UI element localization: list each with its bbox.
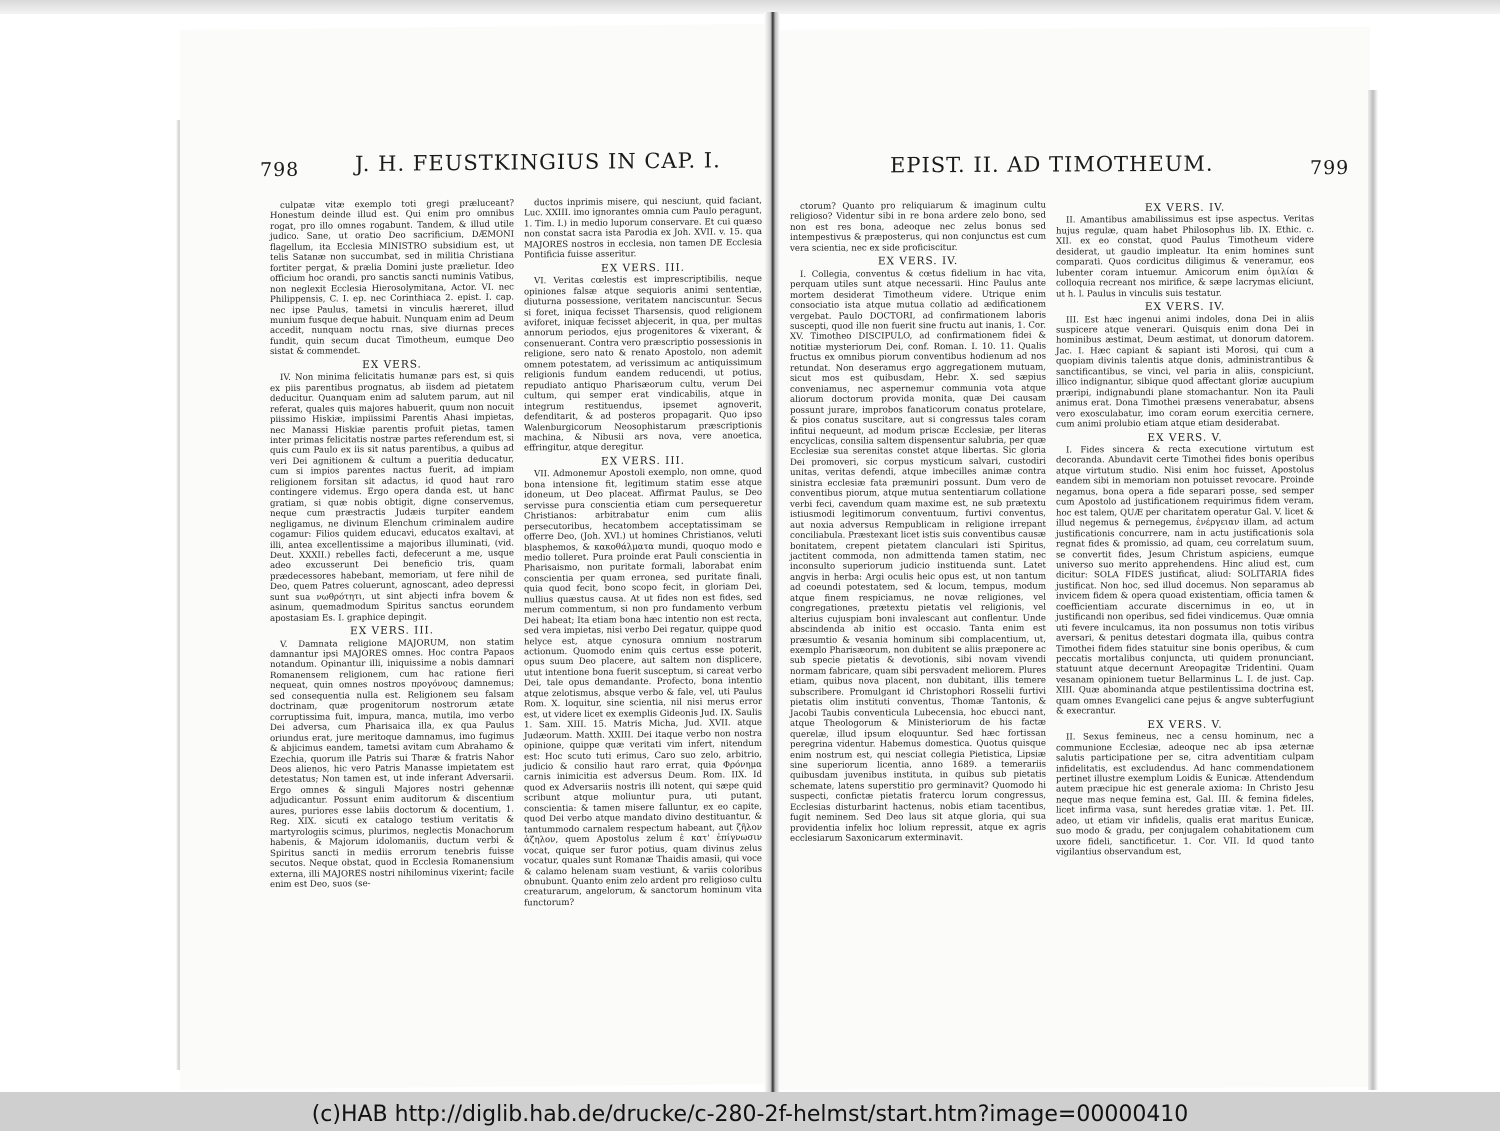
paragraph: III. Est hæc ingenui animi indoles, dona Dei in aliis suspicere atque venerari. Quisquis enim dona Dei in hominibus æstimat, Deum æstimat, ut donorum datorem. Jac. I. Hæc capiant & sapiant isti Morosi, qui cum a quopiam divinis talentis atque donis, administrantibus & sanctificantibus, se vinci, vel paria in aliis, conspiciunt, illico indignantur, sibique quod affectant gloriæ aucupium præripi, indignabundi plane stomachantur. Non ita Pauli animus erat. Dona Timothei præsens venerabatur, absens vero exosculabatur, imo coram eorum exercitia cernere, cum animi prolubio etiam atque etiam desiderabat.: [1056, 313, 1314, 430]
paragraph: VI. Veritas cœlestis est imprescriptibilis, neque opiniones falsæ atque sequioris animi sententiæ, diuturna possessione, veritatem nanciscuntur. Secus si foret, iniqua fecisset Tharsensis, quod religionem aviforet, iniquæ fecisset abjecerit, in qua, per multas annorum periodos, ejus progenitores & vixerant, & consenuerant. Contra vero præscriptio possessionis in religione, sero nato & renato Apostolo, non ademit omnem potestatem, ad verissimum ac antiquissimum religionis fundum eandem reducendi, ut potius, repudiato antiquo Pharisæorum cultu, verum Dei cultum, qui semper erat vindicabilis, atque in integrum restituendus, ipsemet agnoverit, defenditarit, & ad posteros propagarit. Quo ipso Walenburgicorum Neosophistarum præscriptionis machina, & Nibusii ars nova, vere anoetica, effringitur, atque deregitur.: [524, 274, 762, 454]
right-running-head: [890, 147, 1360, 189]
left-running-head: [260, 144, 760, 189]
section-heading: EX VERS. IV.: [1144, 201, 1226, 215]
section-heading: EX VERS. IV.: [877, 255, 959, 268]
copyright-footer: [0, 1092, 1500, 1131]
paragraph: ctorum? Quanto pro reliquiarum & imaginum cultu religioso? Videntur sibi in re bona ardere zelo bono, sed non est res bona, adeoque nec zelus bonus sed intempestivus & præposterus, qui non conjunctus est cum vera scientia, nec ex side proficiscitur.: [790, 200, 1046, 254]
left-page-number: 798: [260, 158, 300, 182]
paragraph: I. Collegia, conventus & cœtus fidelium in hac vita, perquam utiles sunt atque necessarii. Hinc Paulus ante mortem desiderat Timotheum videre. Utrique enim consociatio ista atque mutua collatio ad ædificationem vergebat. Paulo DOCTORI, ad confirmationem laboris suscepti, quod ille non fuerit sine fructu aut inanis, 1. Cor. XV. Timotheo DISCIPULO, ad confirmationem fidei & notitiæ mysteriorum Dei, conf. Roman. I. 10. 11. Qualis fructus ex omnibus piorum conventibus hodienum ad nos retundat. Non deseramus ergo aggregationem mutuam, sicut mos est quibusdam, Hebr. X. sed sæpius conveniamus, nec aspernemur communia vota atque aliorum doctorum provida monita, quæ Dei causam possunt jurare, improbos fanaticorum conatus protelare, & pios conatus suscitare, aut si congressus tales coram infitui nequeunt, ad modum priscæ Ecclesiæ, per literas encyclicas, consilia saltem dispensentur salubria, per quæ Ecclesiæ sua serenitas constet atque libertas. Sic gloria Dei promoveri, sic corpus mysticum salvari, custodiri unitas, veritas defendi, atque imbecilles animæ contra sinistra ecclesiæ fata præmuniri possunt. Dum vero de conventibus piorum, atque mutua sententiarum collatione verbi feci, cavendum quam maxime est, ne sub prætextu istiusmodi legitimorum conventuum, furtivi conventus, aut noxia adversus Rempublicam in religione irrepant conciliabula. Præstexant licet istis suis conventibus causæ bonitatem, crepent pietatem clanculari isti Spiritus, jactitent commoda, non admittenda tamen statim, nec inconsulto superiorum judicio instituenda sunt. Latet angvis in herba: Argi oculis heic opus est, ut non tantum ad coeundi potestatem, sed & locum, tempus, modum atque finem respiciamus, ne novæ religiones, vel congregationes, prætextu pietatis vel religionis, vel alterius cujuspiam boni invalescant aut conflentur. Unde abscindenda ab initio est occasio. Tanta enim est præsumtio & vesania hominum sibi complacentium, ut, exemplo Pharisæorum, non dubitent se aliis præponere ac sub specie pietatis & devotionis, sibi novam vivendi normam fabricare, quam sibi persvadent meliorem. Plures etiam, quibus nova placent, non dubitant, illis temere subscribere. Promulgant id Christophori Rosselii furtivi pietatis olim instituti conventus, Thomæ Tantonis, & Jacobi Taubis conventicula Lubecensia, hoc ebucci nant, atque Theologorum & Ministeriorum de his factæ querelæ, illud ipsum eloquuntur. Sed hæc fortissan peregrina videntur. Habemus domestica. Quotus quisque enim nostrum est, qui nesciat collegia Pietistica, Lipsiæ sine superiorum licentia, anno 1689. a temerariis quibusdam juvenibus instituta, in quibus sub pietatis schemate, latens superstitio pro germinavit? Quomodo hi suspecti, confictæ pietatis fratercu lorum congressus, Ecclesias disturbarint hactenus, nobis etiam tacentibus, fugit neminem. Sed Deo laus sit atque gloria, qui sua providentia infelix hoc lolium repressit, atque ex agris ecclesiarum Saxonicarum exterminavit.: [790, 268, 1046, 845]
paragraph: II. Amantibus amabilissimus est ipse aspectus. Veritas hujus regulæ, quam habet Philosophus lib. IX. Ethic. c. XII. ex eo constat, quod Paulus Timotheum videre desiderat, ut gaudio impleatur. Ita enim homines sunt comparati. Quos cordicitus diligimus & veneramur, eos lubenter coram intuemur. Amicorum enim ὁμιλίαι & colloquia recreant nos mirifice, & sæpe lacrymas eliciunt, ut h. l. Paulus in vinculis suis testatur.: [1056, 214, 1314, 300]
right-page: [770, 27, 1370, 1090]
section-heading: EX VERS. V.: [1147, 718, 1223, 731]
right-column-2: [1056, 199, 1314, 858]
section-heading: EX VERS. III.: [601, 261, 685, 275]
left-column-2: [524, 196, 762, 909]
right-running-title: EPIST. II. AD TIMOTHEUM.: [890, 151, 1214, 178]
left-column-1: [270, 199, 514, 891]
book-gutter: [764, 12, 780, 1092]
right-column-1: [790, 201, 1046, 845]
footer-credit: (c)HAB http://diglib.hab.de/drucke/c-280-2f-helmst/start.htm?image=00000410: [311, 1102, 1189, 1127]
right-page-edge: [1368, 90, 1378, 1090]
paragraph: culpatæ vitæ exemplo toti gregi præluceant? Honestum deinde illud est. Qui enim pro omnibus rogat, pro illo omnes rogabunt. Tandem, & illud utile judico. Sane, ut oratio Deo sacrificium, DÆMONI flagellum, ita Ecclesia MINISTRO subsidium est, ut telis Satanæ non succumbat, sed in militia Christiana fortiter pergat, & prælia Domini juste prælietur. Ideo officium hoc orandi, pro sanctis sancti numinis Vatibus, non neglexit Ecclesia Hierosolymitana, Actor. VI. nec Philippensis, C. I. ep. nec Corinthiaca 2. epist. I. cap. nec ipse Paulus, tametsi in vinculis hæreret, illud munium fusque deque habuit. Nunquam enim ad Deum accedit, nunquam noctu rnas, sive diurnas preces fundit, quin secum ducat Timotheum, eumque Deo sistat & commendet.: [270, 198, 514, 358]
section-heading: EX VERS. III.: [601, 454, 685, 468]
paragraph: I. Fides sincera & recta executione virtutum est decoranda. Abundavit certe Timothei fides bonis operibus atque virtutum studio. Nisi enim hoc fuisset, Apostolus eandem sibi in memoriam non potuisset revocare. Proinde negamus, bona opera a fide separari posse, sed semper cum Apostolo ad justificationem requirimus fidem veram, hoc est talem, QUÆ per charitatem operatur Gal. V. licet & illud negemus & pernegemus, ἐνέργειαν illam, ad actum justificationis concurrere, nam in actu justificationis sola regnat fides & promissio, ad quam, ceu correlatum suum, se convertit fides, Jesum Christum aspiciens, eumque universo suo merito apprehendens. Hinc aliud est, cum dicitur: SOLA FIDES justificat, aliud: SOLITARIA fides justificat. Non hoc, sed illud docemus. Non separamus ab invicem fidem & opera quoad existentiam, officia tamen & coefficientiam accurate discernimus in eo, ut in justificandi non operibus, sed fidei vindicemus. Quæ omnia uti fevere inculcamus, ita non possumus non totis viribus aversari, & penitus detestari dogmata illa, quibus contra Timothei fidem fides statuitur sine bonis operibus, & cum peccatis mortalibus conjuncta, uti quidem pronunciant, statuunt atque decernunt Areopagitæ Tridentini. Quam vesanam opinionem tuetur Bellarminus L. I. de just. Cap. XIII. Quæ abominanda atque pestilentissima doctrina est, quam omnes Evangelici cane pejus & angve subterfugiunt & execrantur.: [1056, 444, 1314, 717]
left-page: [180, 24, 770, 1090]
section-heading: EX VERS.: [362, 358, 422, 371]
section-heading: EX VERS. III.: [350, 624, 434, 638]
paragraph: V. Damnata religione MAJORUM, non statim damnantur ipsi MAJORES omnes. Hoc contra Papaos notandum. Opinantur illi, iniquissime a nobis damnari Romanensem religionem, cum hac ratione fieri nequeat, quin omnes nostros προγόνους damnemus; sed consequentia nulla est. Religionem seu falsam doctrinam, quæ progenitorum nostrorum ætate corruptissima fuit, impura, manca, mutila, imo verbo Dei adversa, cum Pharisaica illa, ex qua Paulus oriundus erat, jure meritoque damnamus, imo fugimus & abjicimus eandem, tametsi avitam cum Abrahamo & Ezechia, quorum ille Patris sui Tharæ & fratris Nahor Deos alienos, hic vero Patris Manasse impietatem est detestatus; Non tamen est, ut inde inferant Adversarii. Ergo omnes & singuli Majores nostri gehennæ adjudicantur. Possunt enim auditorum & discentium aures, puriores esse labiis doctorum & docentium, 1. Reg. XIX. sicuti ex catalogo testium veritatis & martyrologiis scimus, plurimos, neglectis Monachorum habenis, & Majorum idolomaniis, ductum verbi & Spiritus sancti in mediis errorum tenebris fuisse secutos. Neque obstat, quod in Ecclesia Romanensium externa, illi MAJORES nostri nihilominus vixerint; facile enim est Deo, suos (se-: [270, 637, 514, 891]
paragraph: IV. Non minima felicitatis humanæ pars est, si quis ex piis parentibus prognatus, ab iisdem ad pietatem deducitur. Quanquam enim ad salutem parum, aut nil referat, quales quis majores habuerit, quum non nocuit piissimo Hiskiæ, impiissimi Parentis Ahasi impietas, nec Manassi Hiskiæ parentis profuit pietas, tamen inter primas felicitatis nostræ partes referendum est, si quis cum Paulo ex iis sit natus parentibus, a quibus ad veri Dei agnitionem & cultum a pueritia deducatur, cum si impios parentes nactus fuerit, ad impiam religionem forsitan sit adactus, id quod haut raro contingere videmus. Ergo opera danda est, ut hanc gratiam, si quæ nobis obtigit, digne conservemus, neque cum præstractis Judæis turpiter eandem negligamus, ne divinum Elenchum criminalem audire cogamur: Filios quidem educavi, educatos exaltavi, at illi, antea excellentissime a majoribus illuminati, (vid. Deut. XXXII.) rebelles facti, defecerunt a me, usque adeo excusserunt Dei beneficio tris, quam prædecessores habebant, memoriam, ut fere nihil de Deo, quem Patres coluerunt, agnoscant, adeo depressi sunt sua νωθρότητι, ut sint abjecti infra bovem & asinum, quemadmodum Spiritus sanctus eorundem apostasiam Es. I. graphice depingit.: [270, 370, 514, 624]
paragraph: ductos inprimis misere, qui nesciunt, quid faciant, Luc. XXIII. imo ignorantes omnia cum Paulo peragunt, 1. Tim. I.) in medio luporum conservare. Et cui quæso non constat sacra ista Parodia ex Joh. XVII. v. 15. qua MAJORES nostros in ecclesia, non tamen DE Ecclesia Pontificia fuisse asseritur.: [524, 195, 762, 261]
right-page-number: 799: [1310, 156, 1350, 180]
top-strip: [0, 0, 1500, 14]
paragraph: II. Sexus femineus, nec a censu hominum, nec a communione Ecclesiæ, adeoque nec ab ipsa æternæ salutis participatione per se, citra adventitiam culpam infidelitatis, est excludendus. Ad hanc commendationem pertinet illustre exemplum Loidis & Eunicæ. Attendendum autem præcipue hic est generale axioma: In Christo Jesu neque mas neque femina est, Gal. III. & femina fideles, licet infirma vasa, sunt heredes gratiæ vitæ. 1. Pet. III. adeo, ut etiam vir infidelis, qualis erat maritus Eunicæ, suo modo & gradu, per conjugalem cohabitationem cum uxore fideli, sanctificetur. 1. Cor. VII. Id quod tanto vigilantius observandum est,: [1056, 731, 1314, 858]
left-running-title: J. H. FEUSTKINGIUS IN CAP. I.: [355, 148, 721, 177]
section-heading: EX VERS. IV.: [1144, 300, 1226, 314]
section-heading: EX VERS. V.: [1147, 431, 1223, 444]
paragraph: VII. Admonemur Apostoli exemplo, non omne, quod bona intensione fit, legitimum statim esse atque idoneum, ut Deo placeat. Affirmat Paulus, se Deo servisse pura conscientia etiam cum persequeretur Christianos: arbitrabatur enim cum aliis persecutoribus, hecatombem acceptatissimam se offerre Deo, (Joh. XVI.) ut homines Christianos, veluti blasphemos, & κακοθάλματα mundi, quoquo modo e medio tolleret. Pura proinde erat Pauli conscientia in Pharisaismo, non puritate formali, laborabat enim conscientia per quam erronea, sed puritate finali, quia quod fecit, bono scopo fecit, in gloriam Dei, nullius quæstus causa. At ut fides non est fides, sed merum commentum, si non pro fundamento verbum Dei habeat; Ita etiam bona hæc intentio non est recta, sed vera impietas, nisi verbo Dei regatur, quippe quod helyce est, atque cynosura omnium nostrarum actionum. Quomodo enim quis certus esse poterit, opus suum Deo placere, aut saltem non displicere, utut intentione bona fuerit susceptum, si careat verbo Dei, tale opus demandante. Profecto, bona intentio atque zelotismus, absque verbo & fale, vel, uti Paulus Rom. X. loquitur, sine scientia, nil nisi merus error est, ut videre licet ex exemplis Gideonis Jud. IX. Saulis 1. Sam. XIII. 15. Matris Micha, Jud. XVII. atque Judæorum. Matth. XXIII. Dei itaque verbo non nostra opinione, quippe quæ veritati vim infert, nitendum est: Hoc scuto tuti erimus, Caro suo zelo, arbitrio, judicio & consilio haut raro errat, quia Φρόνημα carnis inimicitia est adversus Deum. Rom. IIX. Id quod ex Adversariis nostris illi notent, qui sæpe quid scribunt atque moliuntur pura, uti putant, conscientia: & tamen misere falluntur, ex eo capite, quod Dei verbo atque mandato divino destituantur, & tantummodo carnalem respectum habeant, aut ζῆλον ἀζηλον, quem Apostolus zelum ἐ κατ' ἐπίγνωσιν vocat, quique ser furor potius, quam divinus zelus vocatur, quales sunt Romanæ Thaidis amasii, qui voce & calamo helenam suam vestiunt, & variis coloribus obnubunt. Quanto enim zelo ardent pro religioso cultu creaturarum, angelorum, & sanctorum hominum vita functorum?: [524, 467, 762, 909]
